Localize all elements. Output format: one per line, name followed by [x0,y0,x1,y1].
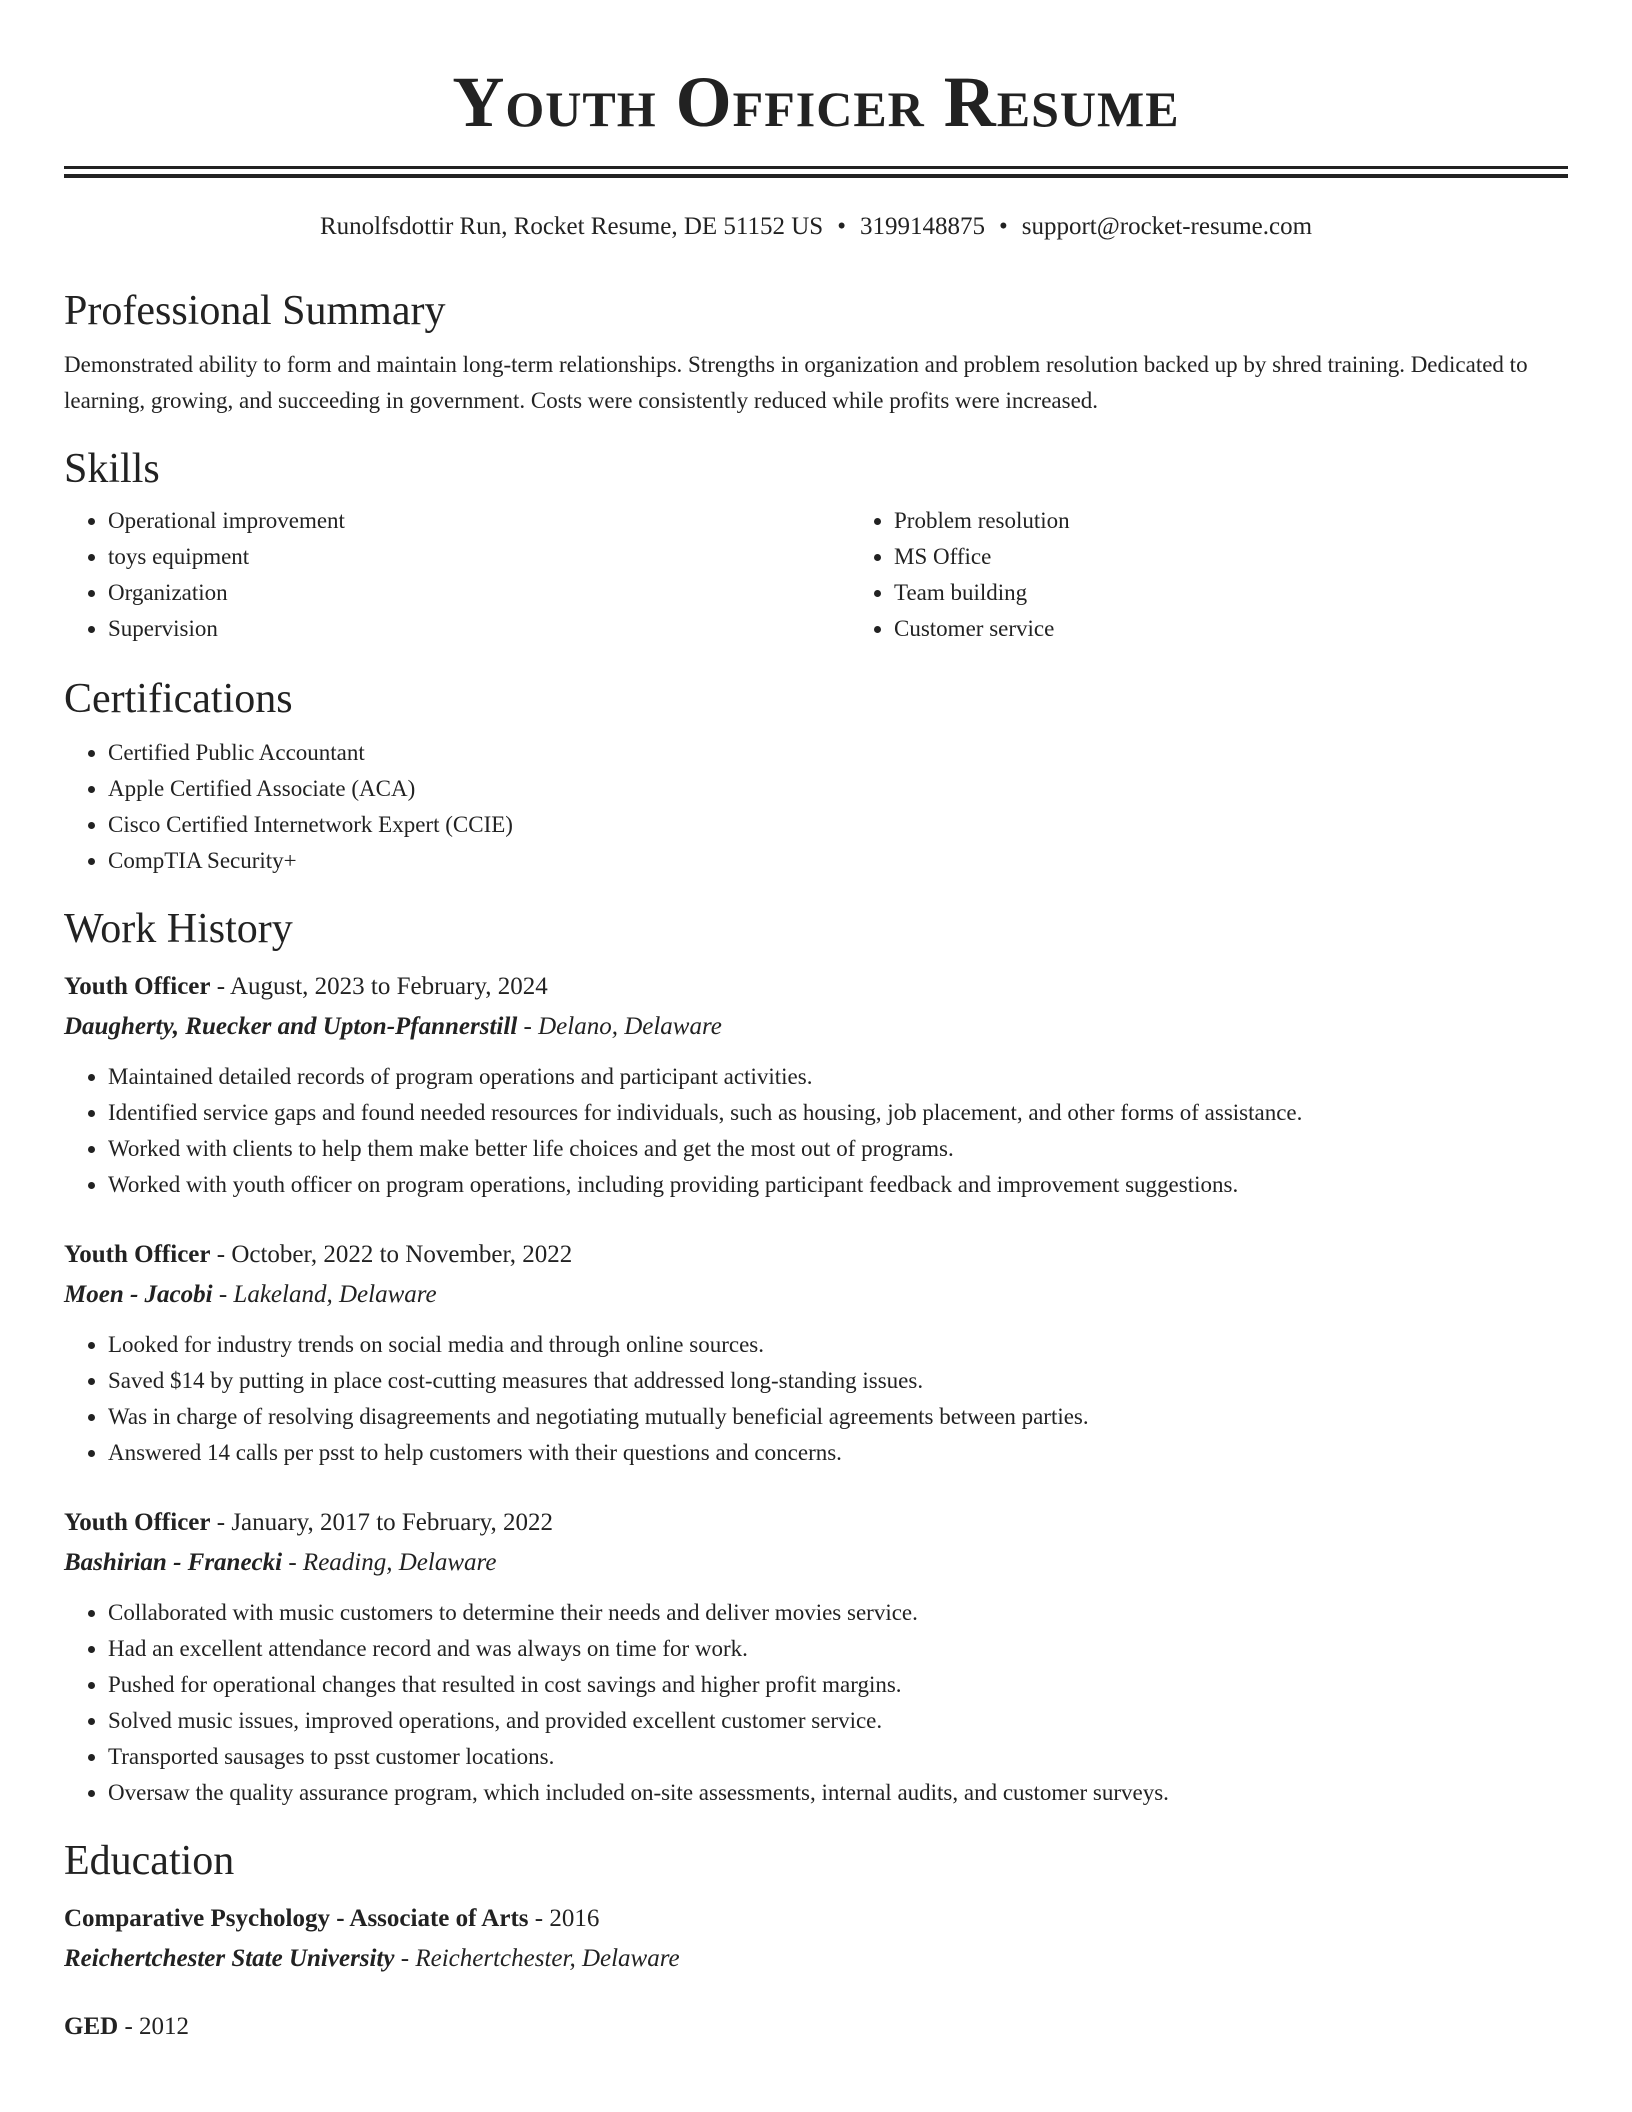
education-degree-line [64,1899,1568,1939]
certification-item: • Certified Public Accountant [108,735,1568,771]
job-location: - Delano, Delaware [517,1013,722,1040]
title-divider [64,166,1568,178]
skills-list-right [850,503,1632,647]
job-title: Youth Officer [64,973,211,1000]
skill-item: • toys equipment [108,539,850,575]
job-bullet: • Saved $14 by putting in place cost-cutting measures that addressed long-standing issues. [108,1363,1568,1399]
job-company-line [64,1007,1568,1047]
skills-list-left [64,503,850,647]
job-bullet: • Worked with clients to help them make better life choices and get the most out of programs. [108,1131,1568,1167]
summary-heading: Professional Summary [64,288,446,334]
job-title: Youth Officer [64,1241,211,1268]
education-year: - 2016 [528,1905,600,1932]
education-degree-line [64,2007,1568,2047]
job-bullet: • Answered 14 calls per psst to help customers with their questions and concerns. [108,1435,1568,1471]
job-title-line [64,1235,1568,1275]
skills-heading: Skills [64,446,160,492]
education-location: - Reichertchester, Delaware [394,1945,680,1972]
job-bullet: • Oversaw the quality assurance program, which included on-site assessments, internal audits, and customer surveys. [108,1775,1568,1811]
education-school-line [64,1939,1568,1979]
job-bullet: • Collaborated with music customers to determine their needs and deliver movies service. [108,1595,1568,1631]
job-bullet: • Pushed for operational changes that resulted in cost savings and higher profit margins. [108,1667,1568,1703]
contact-separator: • [837,213,846,240]
education-entry [64,2007,1568,2047]
certifications-list [64,735,1568,879]
skill-item: • Operational improvement [108,503,850,539]
job-bullet: • Transported sausages to psst customer locations. [108,1739,1568,1775]
job-bullet: • Maintained detailed records of program operations and participant activities. [108,1059,1568,1095]
job-bullet: • Was in charge of resolving disagreements and negotiating mutually beneficial agreements between parties. [108,1399,1568,1435]
certification-item: • Cisco Certified Internetwork Expert (CCIE) [108,807,1568,843]
job-company: Moen - Jacobi [64,1281,213,1308]
skill-item: • Team building [894,575,1632,611]
education-entry [64,1899,1568,1979]
job-company-line [64,1543,1568,1583]
resume-title: Youth Officer Resume [452,62,1180,142]
job-dates: - August, 2023 to February, 2024 [210,973,548,1000]
summary-text: Demonstrated ability to form and maintain long-term relationships. Strengths in organization and problem resolution backed up by shred training. Dedicated to learning, growing, and succeeding in government. Costs were consistently reduced while profits were increased. [64,352,1528,413]
job-bullets [64,1595,1568,1811]
contact-email: support@rocket-resume.com [1021,213,1313,240]
job-title-line [64,967,1568,1007]
job-title-line [64,1503,1568,1543]
job-bullets [64,1327,1568,1471]
skill-item: • Organization [108,575,850,611]
job-company-line [64,1275,1568,1315]
contact-separator: • [998,213,1008,240]
education-degree: Comparative Psychology - Associate of Arts [64,1905,529,1932]
skill-item: • Customer service [894,611,1632,647]
job-bullets [64,1059,1568,1203]
skill-item: • MS Office [894,539,1632,575]
contact-address: Runolfsdottir Run, Rocket Resume, DE 51152 US [319,213,824,240]
certifications-heading: Certifications [64,676,293,722]
job-bullet: • Identified service gaps and found needed resources for individuals, such as housing, job placement, and other forms of assistance. [108,1095,1568,1131]
education-school: Reichertchester State University [64,1945,395,1972]
contact-phone: 3199148875 [859,213,985,240]
job-entry [64,1235,1568,1471]
certification-item: • CompTIA Security+ [108,843,1568,879]
job-title: Youth Officer [64,1509,211,1536]
skill-item: • Supervision [108,611,850,647]
job-bullet: • Worked with youth officer on program operations, including providing participant feedback and improvement suggestions. [108,1167,1568,1203]
skills-grid [64,503,1568,647]
skill-item: • Problem resolution [894,503,1632,539]
job-location: - Reading, Delaware [282,1549,497,1576]
education-year: - 2012 [118,2013,190,2040]
job-company: Bashirian - Franecki [64,1549,283,1576]
job-entry [64,1503,1568,1811]
job-dates: - October, 2022 to November, 2022 [210,1241,573,1268]
contact-line [64,211,1568,243]
education-degree: GED [64,2013,119,2040]
job-company: Daugherty, Ruecker and Upton-Pfannerstill [64,1013,518,1040]
job-bullet: • Had an excellent attendance record and was always on time for work. [108,1631,1568,1667]
job-bullet: • Solved music issues, improved operations, and provided excellent customer service. [108,1703,1568,1739]
work-history-heading: Work History [64,906,293,952]
job-entry [64,967,1568,1203]
job-bullet: • Looked for industry trends on social media and through online sources. [108,1327,1568,1363]
education-heading: Education [64,1838,235,1884]
resume-page [64,0,1568,2047]
job-location: - Lakeland, Delaware [212,1281,437,1308]
certification-item: • Apple Certified Associate (ACA) [108,771,1568,807]
job-dates: - January, 2017 to February, 2022 [210,1509,554,1536]
